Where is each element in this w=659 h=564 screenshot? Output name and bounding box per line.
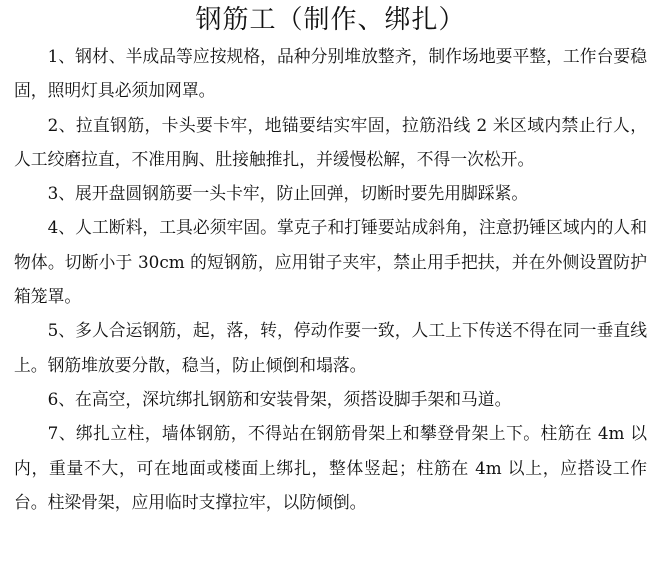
document-title: 钢筋工（制作、绑扎） — [195, 5, 466, 35]
paragraph-4: 4、人工断料，工具必须牢固。掌克子和打锤要站成斜角，注意扔锤区域内的人和物体。切断小于 30cm 的短钢筋，应用钳子夹牢，禁止用手把扶，并在外侧设置防护箱笼罩。 — [14, 217, 647, 307]
paragraph-3: 3、展开盘圆钢筋要一头卡牢，防止回弹，切断时要先用脚踩紧。 — [47, 183, 529, 204]
paragraph-7: 7、绑扎立柱，墙体钢筋，不得站在钢筋骨架上和攀登骨架上下。柱筋在 4m 以内，重量不大，可在地面或楼面上绑扎，整体竖起；柱筋在 4m 以上，应搭设工作台。柱梁骨架，应用临时支撑拉牢，以防倾倒。 — [14, 423, 647, 512]
paragraph-5: 5、多人合运钢筋，起，落，转，停动作要一致，人工上下传送不得在同一垂直线上。钢筋堆放要分散，稳当，防止倾倒和塌落。 — [14, 320, 647, 375]
paragraph-6: 6、在高空，深坑绑扎钢筋和安装骨架，须搭设脚手架和马道。 — [47, 388, 512, 409]
paragraph-1: 1、钢材、半成品等应按规格，品种分别堆放整齐，制作场地要平整，工作台要稳固，照明灯具必须加网罩。 — [14, 46, 647, 101]
paragraph-2: 2、拉直钢筋，卡头要卡牢，地锚要结实牢固，拉筋沿线 2 米区域内禁止行人，人工绞磨拉直，不准用胸、肚接触推扎，并缓慢松解，不得一次松开。 — [14, 114, 647, 169]
